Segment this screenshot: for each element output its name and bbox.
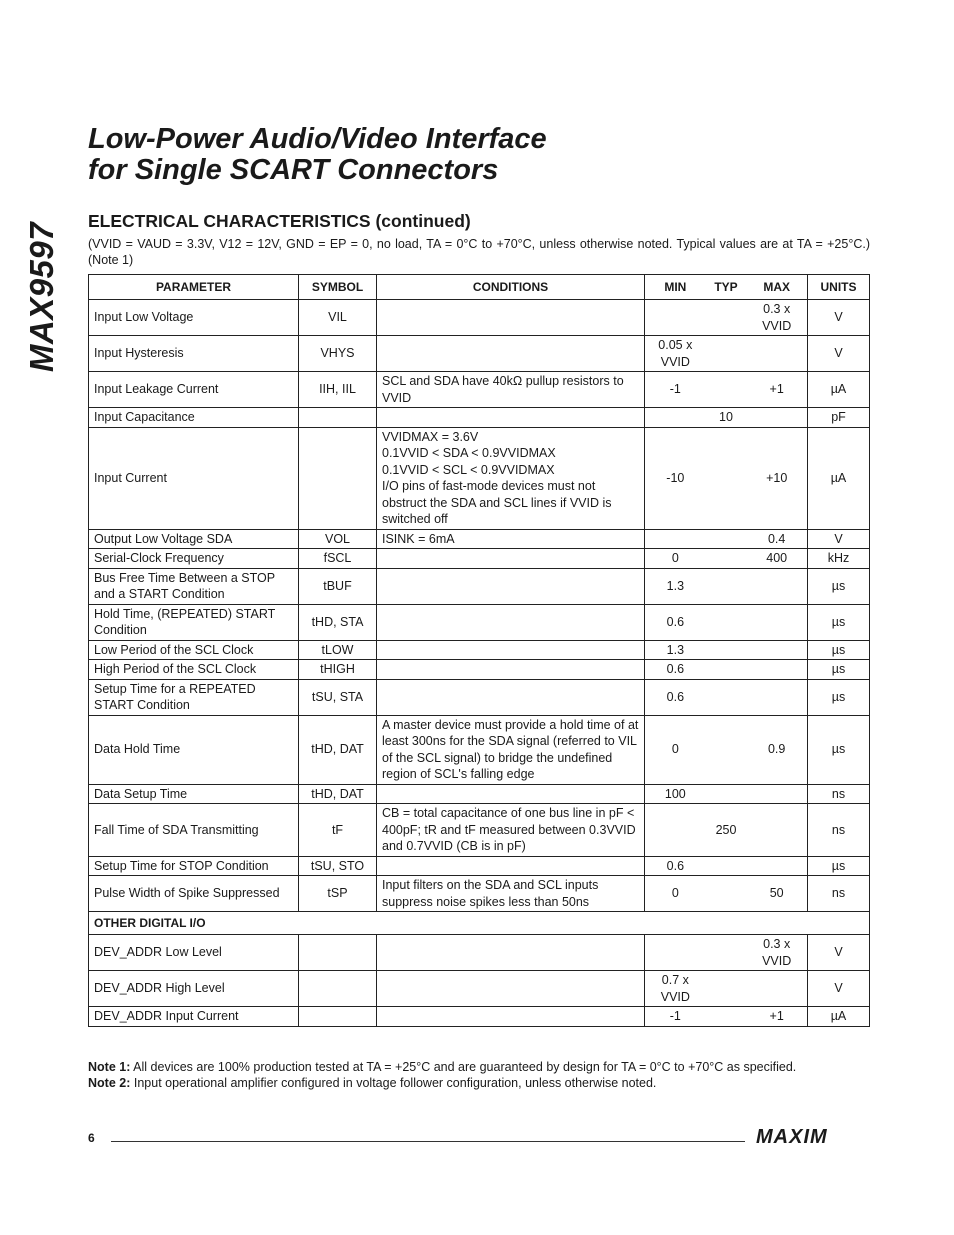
cell-symbol <box>299 408 377 428</box>
cell-conditions <box>377 549 645 569</box>
cell-conditions <box>377 784 645 804</box>
cell-typ <box>701 614 752 631</box>
cell-units: V <box>808 336 870 372</box>
cell-parameter: Serial-Clock Frequency <box>89 549 299 569</box>
cell-parameter: Input Current <box>89 427 299 529</box>
cell-min-typ-max <box>645 604 808 640</box>
cell-symbol <box>299 427 377 529</box>
cell-conditions <box>377 640 645 660</box>
cell-min: 0 <box>671 551 679 565</box>
header-min-typ-max <box>645 275 808 300</box>
cell-parameter: DEV_ADDR High Level <box>89 971 299 1007</box>
cell-units: ns <box>808 876 870 912</box>
cell-min-typ-max <box>645 784 808 804</box>
cell-parameter: DEV_ADDR Input Current <box>89 1007 299 1027</box>
cell-max <box>751 972 802 1005</box>
cell-max <box>751 642 802 659</box>
cell-typ <box>701 885 752 902</box>
cell-min: 0.6 <box>666 614 685 629</box>
cell-units: V <box>808 971 870 1007</box>
cell-units: V <box>808 935 870 971</box>
cell-symbol: tLOW <box>299 640 377 660</box>
cell-units: µs <box>808 640 870 660</box>
table-row <box>89 549 870 569</box>
cell-min: 1.3 <box>666 642 685 657</box>
cell-min-typ-max <box>645 427 808 529</box>
cell-typ <box>701 741 752 758</box>
page-title <box>88 124 547 186</box>
cell-max <box>751 337 802 370</box>
cell-min <box>650 936 701 969</box>
cell-symbol <box>299 935 377 971</box>
cell-min: 0.7 x VVID <box>660 973 690 1004</box>
cell-min-typ-max <box>645 408 808 428</box>
table-row <box>89 660 870 680</box>
cell-typ <box>701 858 752 875</box>
cell-conditions <box>377 935 645 971</box>
table-row <box>89 604 870 640</box>
cell-max: 50 <box>769 886 784 901</box>
cell-units: µA <box>808 1007 870 1027</box>
cell-symbol <box>299 971 377 1007</box>
test-conditions-note: (VVID = VAUD = 3.3V, V12 = 12V, GND = EP = 0, no load, TA = 0°C to +70°C, unless otherwise noted. Typical values are at TA = +25°C.) (Note 1) <box>88 237 870 267</box>
page-number: 6 <box>88 1131 95 1145</box>
cell-min: 0 <box>671 886 679 901</box>
cell-min: -10 <box>666 470 685 485</box>
cell-min-typ-max <box>645 856 808 876</box>
cell-parameter: Setup Time for a REPEATED START Condition <box>89 679 299 715</box>
cell-units: kHz <box>808 549 870 569</box>
cell-min: 0.6 <box>666 689 685 704</box>
cell-min: -1 <box>669 382 681 397</box>
header-symbol: SYMBOL <box>299 275 377 300</box>
cell-typ <box>701 470 752 487</box>
section-row-other-digital-io <box>89 912 870 935</box>
cell-conditions: A master device must provide a hold time of at least 300ns for the SDA signal (referred to VIL of the SCL signal) to bridge the undefined region of SCL's falling edge <box>377 715 645 784</box>
cell-conditions: Input filters on the SDA and SCL inputs suppress noise spikes less than 50ns <box>377 876 645 912</box>
cell-units: µs <box>808 568 870 604</box>
cell-typ <box>701 642 752 659</box>
table-header-row <box>89 275 870 300</box>
cell-conditions <box>377 1007 645 1027</box>
table-row <box>89 408 870 428</box>
cell-max: 0.9 <box>767 742 786 757</box>
cell-min-typ-max <box>645 1007 808 1027</box>
cell-min-typ-max <box>645 876 808 912</box>
cell-max <box>751 786 802 803</box>
cell-max <box>751 578 802 595</box>
cell-typ: 10 <box>719 410 733 424</box>
cell-conditions <box>377 300 645 336</box>
cell-max: +1 <box>769 382 784 397</box>
cell-symbol <box>299 1007 377 1027</box>
cell-symbol: tSP <box>299 876 377 912</box>
table-row <box>89 372 870 408</box>
cell-units: µA <box>808 372 870 408</box>
cell-typ: 250 <box>715 822 737 837</box>
table-row <box>89 336 870 372</box>
cell-max <box>751 689 802 706</box>
cell-max: +1 <box>769 1009 784 1023</box>
cell-typ <box>701 1008 752 1025</box>
cell-symbol: IIH, IIL <box>299 372 377 408</box>
cell-symbol: VOL <box>299 529 377 549</box>
table-row <box>89 640 870 660</box>
section-label: OTHER DIGITAL I/O <box>89 912 870 935</box>
header-min: MIN <box>664 279 687 294</box>
cell-parameter: Output Low Voltage SDA <box>89 529 299 549</box>
cell-parameter: Setup Time for STOP Condition <box>89 856 299 876</box>
cell-min-typ-max <box>645 971 808 1007</box>
table-row <box>89 427 870 529</box>
table-row <box>89 300 870 336</box>
cell-max <box>751 409 802 426</box>
cell-min: 0.6 <box>666 662 685 676</box>
cell-units: µA <box>808 427 870 529</box>
cell-min-typ-max <box>645 935 808 971</box>
table-row <box>89 971 870 1007</box>
cell-parameter: Low Period of the SCL Clock <box>89 640 299 660</box>
cell-max: 400 <box>766 551 788 565</box>
cell-min: 0.05 x VVID <box>658 338 693 369</box>
cell-min: 0.6 <box>666 858 685 873</box>
cell-units: µs <box>808 660 870 680</box>
cell-max <box>751 858 802 875</box>
cell-parameter: Input Leakage Current <box>89 372 299 408</box>
cell-min-typ-max <box>645 568 808 604</box>
note-2: Note 2: Input operational amplifier configured in voltage follower configuration, unless otherwise noted. <box>88 1076 657 1090</box>
cell-conditions: VVIDMAX = 3.6V 0.1VVID < SDA < 0.9VVIDMAX 0.1VVID < SCL < 0.9VVIDMAX I/O pins of fast-mode devices must not obstruct the SDA and SCL lines if VVID is switched off <box>377 427 645 529</box>
table-row <box>89 529 870 549</box>
cell-symbol: tSU, STO <box>299 856 377 876</box>
cell-units: µs <box>808 604 870 640</box>
cell-parameter: Pulse Width of Spike Suppressed <box>89 876 299 912</box>
cell-min: -1 <box>669 1009 681 1023</box>
table-row <box>89 715 870 784</box>
part-number-side-label: MAX9597 <box>23 221 60 373</box>
cell-parameter: Input Low Voltage <box>89 300 299 336</box>
cell-min-typ-max <box>645 804 808 857</box>
cell-max: 0.3 x VVID <box>762 937 792 968</box>
table-row <box>89 935 870 971</box>
cell-min <box>650 301 701 334</box>
cell-units: ns <box>808 784 870 804</box>
cell-parameter: Data Hold Time <box>89 715 299 784</box>
cell-max <box>751 822 802 839</box>
cell-symbol: tF <box>299 804 377 857</box>
cell-parameter: Bus Free Time Between a STOP and a START Condition <box>89 568 299 604</box>
cell-units: pF <box>808 408 870 428</box>
electrical-characteristics-table <box>88 274 870 1027</box>
cell-min-typ-max <box>645 300 808 336</box>
cell-units: µs <box>808 715 870 784</box>
notes <box>88 1059 878 1091</box>
cell-symbol: tHD, DAT <box>299 784 377 804</box>
header-max: MAX <box>763 279 791 294</box>
cell-typ <box>701 578 752 595</box>
cell-units: V <box>808 529 870 549</box>
cell-typ <box>701 531 752 548</box>
table-row <box>89 856 870 876</box>
table-row <box>89 784 870 804</box>
cell-min-typ-max <box>645 679 808 715</box>
cell-typ <box>701 936 752 969</box>
cell-min <box>650 409 701 426</box>
cell-min-typ-max <box>645 372 808 408</box>
cell-typ <box>701 550 752 567</box>
cell-conditions <box>377 679 645 715</box>
cell-min: 1.3 <box>666 578 685 593</box>
header-typ: TYP <box>714 279 738 294</box>
cell-min <box>650 531 701 548</box>
cell-symbol: tBUF <box>299 568 377 604</box>
note-1: Note 1: All devices are 100% production tested at TA = +25°C and are guaranteed by design for TA = 0°C to +70°C as specified. <box>88 1060 797 1074</box>
cell-parameter: Data Setup Time <box>89 784 299 804</box>
title-line-1: Low-Power Audio/Video Interface <box>88 123 547 155</box>
cell-typ <box>701 301 752 334</box>
cell-typ <box>701 972 752 1005</box>
cell-parameter: Fall Time of SDA Transmitting <box>89 804 299 857</box>
cell-conditions <box>377 336 645 372</box>
table-row <box>89 568 870 604</box>
cell-conditions <box>377 971 645 1007</box>
cell-symbol: tHIGH <box>299 660 377 680</box>
cell-symbol: tHD, STA <box>299 604 377 640</box>
cell-symbol: tHD, DAT <box>299 715 377 784</box>
cell-parameter: Input Hysteresis <box>89 336 299 372</box>
cell-conditions <box>377 856 645 876</box>
cell-min: 100 <box>664 786 686 801</box>
cell-max: 0.4 <box>767 531 786 546</box>
cell-typ <box>701 337 752 370</box>
cell-min-typ-max <box>645 660 808 680</box>
cell-max <box>751 661 802 678</box>
cell-parameter: DEV_ADDR Low Level <box>89 935 299 971</box>
cell-typ <box>701 661 752 678</box>
cell-conditions: CB = total capacitance of one bus line in pF < 400pF; tR and tF measured between 0.3VVID and 0.7VVID (CB is in pF) <box>377 804 645 857</box>
section-heading: ELECTRICAL CHARACTERISTICS (continued) <box>88 211 471 231</box>
table-row <box>89 804 870 857</box>
cell-min <box>650 822 701 839</box>
cell-parameter: Hold Time, (REPEATED) START Condition <box>89 604 299 640</box>
cell-conditions <box>377 604 645 640</box>
title-line-2: for Single SCART Connectors <box>88 154 499 186</box>
cell-symbol: VIL <box>299 300 377 336</box>
cell-units: ns <box>808 804 870 857</box>
cell-conditions <box>377 660 645 680</box>
cell-conditions <box>377 568 645 604</box>
cell-min-typ-max <box>645 549 808 569</box>
footer-rule <box>111 1141 745 1142</box>
cell-typ <box>701 786 752 803</box>
cell-symbol: VHYS <box>299 336 377 372</box>
cell-units: V <box>808 300 870 336</box>
cell-min-typ-max <box>645 640 808 660</box>
cell-parameter: Input Capacitance <box>89 408 299 428</box>
table-row <box>89 1007 870 1027</box>
cell-min-typ-max <box>645 336 808 372</box>
cell-symbol: fSCL <box>299 549 377 569</box>
header-units: UNITS <box>808 275 870 300</box>
header-conditions: CONDITIONS <box>377 275 645 300</box>
cell-typ <box>701 689 752 706</box>
cell-min-typ-max <box>645 715 808 784</box>
cell-units: µs <box>808 679 870 715</box>
cell-min-typ-max <box>645 529 808 549</box>
header-parameter: PARAMETER <box>89 275 299 300</box>
cell-conditions: SCL and SDA have 40kΩ pullup resistors to VVID <box>377 372 645 408</box>
cell-conditions: ISINK = 6mA <box>377 529 645 549</box>
cell-max: +10 <box>766 470 788 485</box>
cell-parameter: High Period of the SCL Clock <box>89 660 299 680</box>
cell-conditions <box>377 408 645 428</box>
cell-min: 0 <box>671 742 679 757</box>
cell-units: µs <box>808 856 870 876</box>
table-row <box>89 876 870 912</box>
cell-max: 0.3 x VVID <box>762 302 792 333</box>
table-body <box>89 300 870 1027</box>
table-row <box>89 679 870 715</box>
cell-typ <box>701 381 752 398</box>
cell-max <box>751 614 802 631</box>
maxim-logo: MAXIM <box>756 1126 828 1148</box>
cell-symbol: tSU, STA <box>299 679 377 715</box>
